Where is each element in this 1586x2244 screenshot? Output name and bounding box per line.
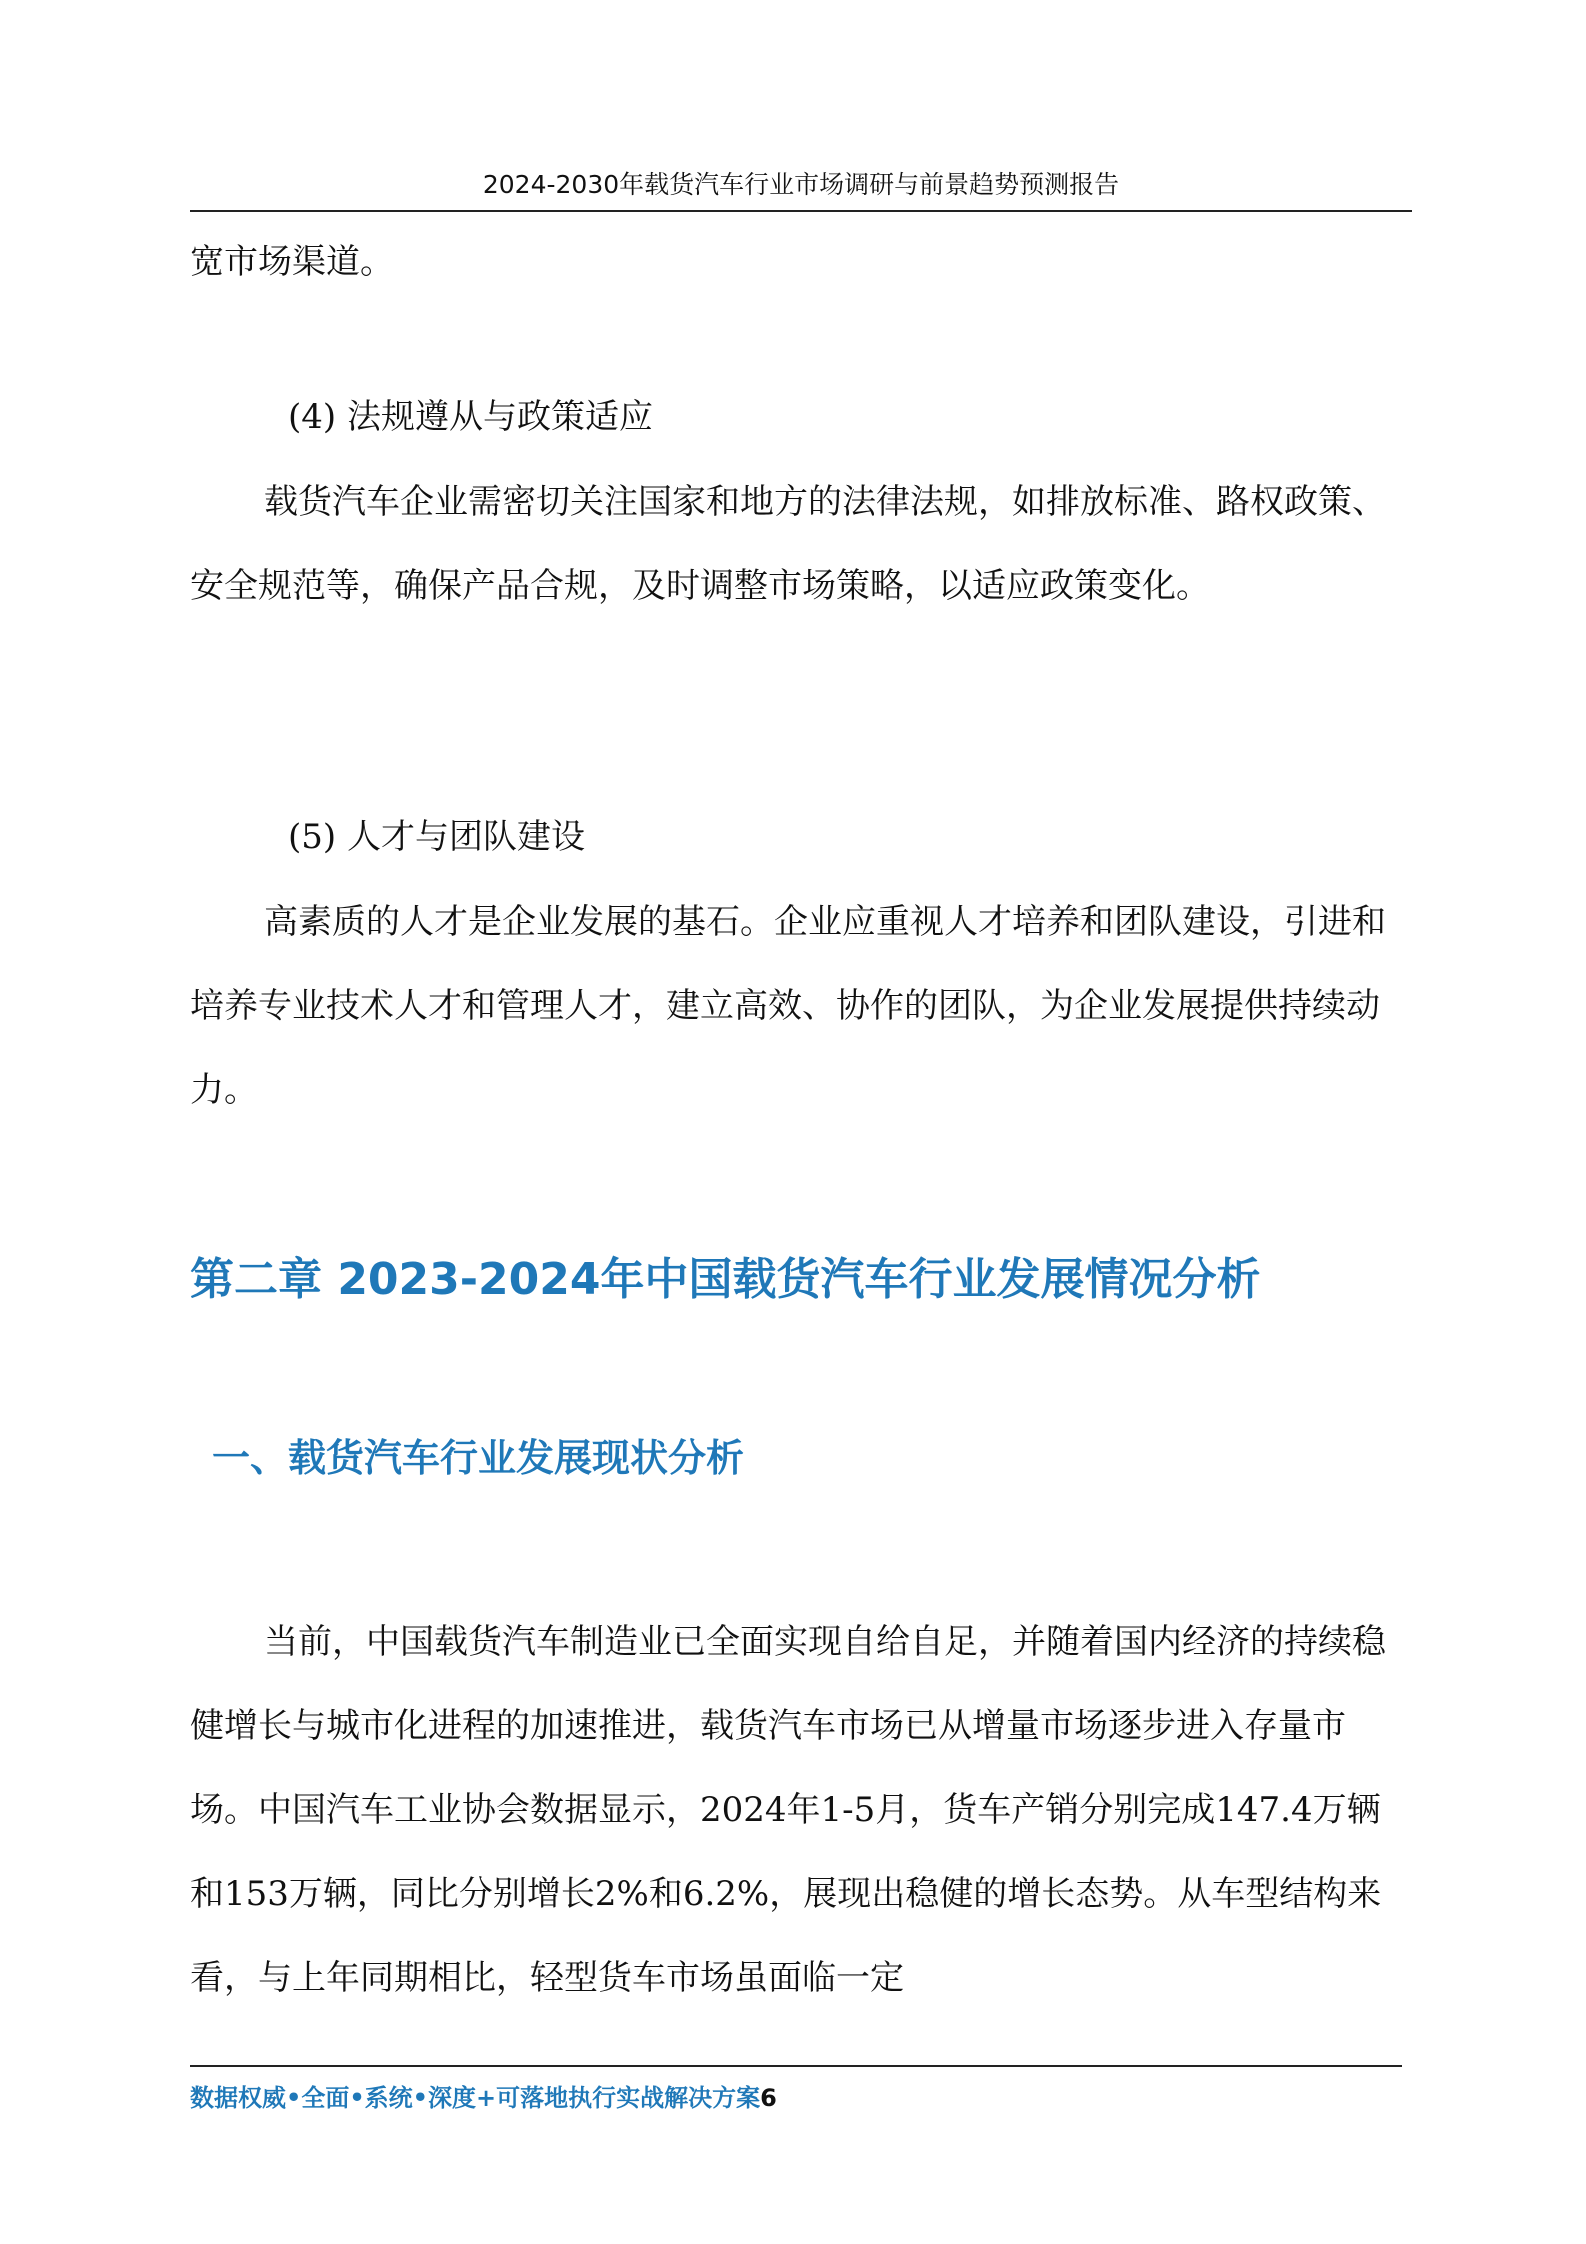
chapter-title: 第二章 2023-2024年中国载货汽车行业发展情况分析 — [190, 1254, 1261, 1305]
footer-slogan: 数据权威•全面•系统•深度+可落地执行实战解决方案 — [190, 2083, 761, 2112]
item-4-paragraph: 载货汽车企业需密切关注国家和地方的法律法规，如排放标准、路权政策、安全规范等，确保产品合规，及时调整市场策略，以适应政策变化。 — [190, 482, 1386, 606]
paragraph-continued: 宽市场渠道。 — [190, 242, 394, 282]
item-5-paragraph: 高素质的人才是企业发展的基石。企业应重视人才培养和团队建设，引进和培养专业技术人才和管理人才，建立高效、协作的团队，为企业发展提供持续动力。 — [190, 902, 1386, 1110]
section-paragraph: 当前，中国载货汽车制造业已全面实现自给自足，并随着国内经济的持续稳健增长与城市化进程的加速推进，载货汽车市场已从增量市场逐步进入存量市场。中国汽车工业协会数据显示，2024年1-5月，货车产销分别完成147.4万辆和153万辆，同比分别增长2%和6.2%，展现出稳健的增长态势。从车型结构来看，与上年同期相比，轻型货车市场虽面临一定 — [190, 1622, 1386, 1998]
item-5-heading: (5) 人才与团队建设 — [288, 817, 585, 857]
item-4-heading: (4) 法规遵从与政策适应 — [288, 397, 653, 437]
page-header: 2024-2030年载货汽车行业市场调研与前景趋势预测报告 — [190, 160, 1412, 212]
page-number: 6 — [760, 2084, 777, 2112]
footer-divider — [190, 2065, 1402, 2067]
page-footer — [190, 2080, 777, 2116]
section-title: 一、载货汽车行业发展现状分析 — [212, 1436, 745, 1480]
